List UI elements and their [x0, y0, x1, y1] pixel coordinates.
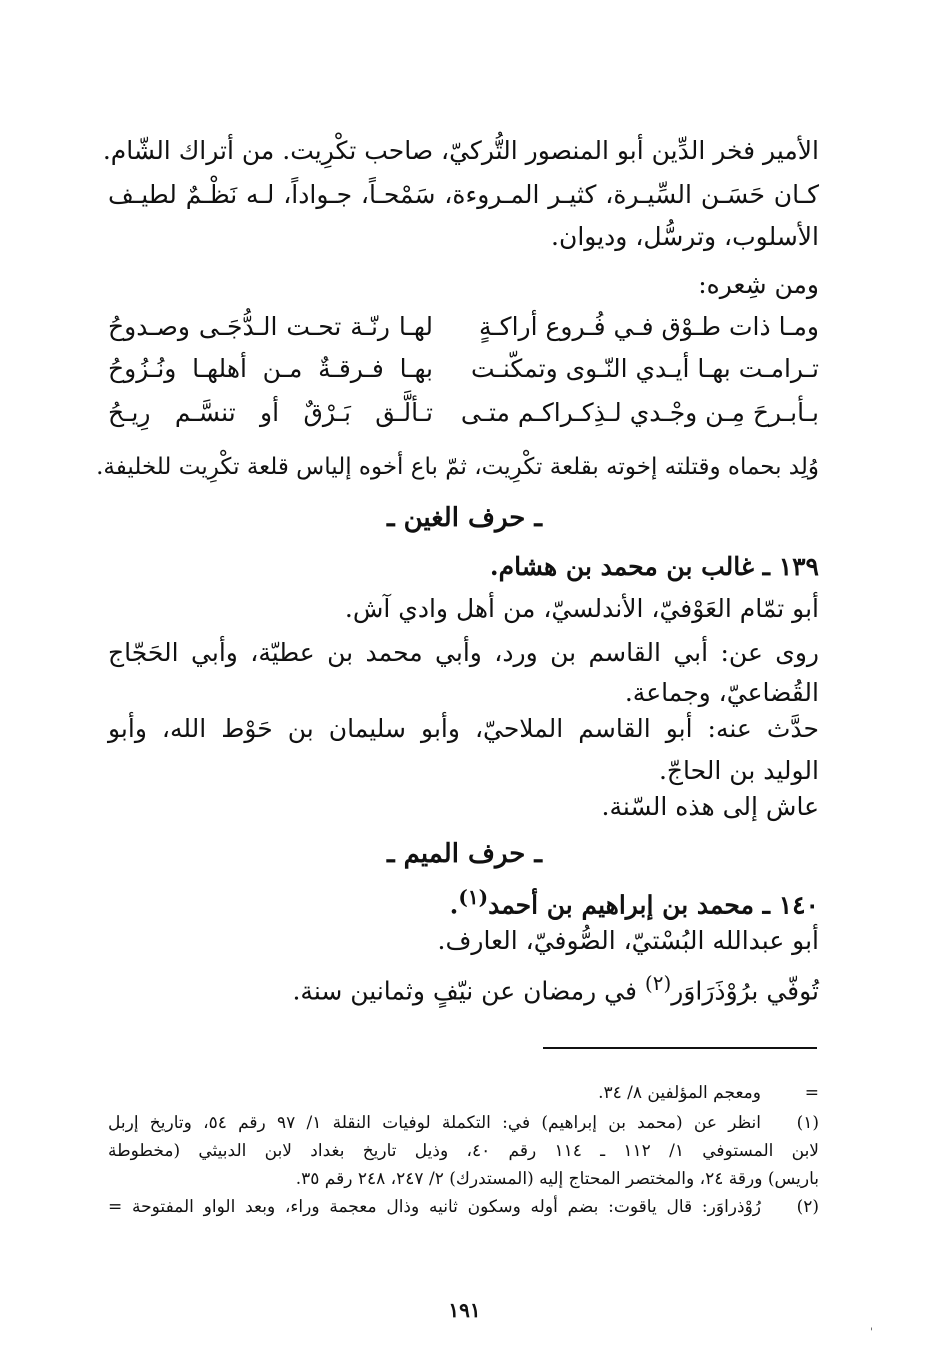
footnote-1-line-1 — [108, 1110, 819, 1137]
text-line-6: أبو تمّام العَوْفيّ، الأندلسيّ، من أهل وادي آش. — [344, 594, 819, 623]
corner-mark: ' — [870, 1327, 873, 1338]
text-line-13-end: في رمضان عن نيّفٍ وثمانين سنة. — [292, 976, 645, 1006]
footnote-2-line-1 — [108, 1194, 819, 1221]
footnote-1-text-3: باريس) ورقة ٢٤، والمختصر المحتاج إليه (المستدرك) ٢/ ٢٤٧، ٢٤٨ رقم ٣٥. — [295, 1169, 819, 1189]
text-line-5: وُلِد بحماه وقتلته إخوته بقلعة تكْرِيت، ثمّ باع أخوه إلياس قلعة تكْرِيت للخليفة. — [96, 454, 819, 480]
text-line-3: الأسلوب، وترسُّل، وديوان. — [551, 222, 819, 251]
footnote-continuation-text: ومعجم المؤلفين ٨/ ٣٤. — [598, 1083, 761, 1103]
footnote-1-text-1: انظر عن (محمد بن إبراهيم) في: التكملة لوفيات النقلة ١/ ٩٧ رقم ٥٤، وتاريخ إربل — [108, 1113, 761, 1133]
verse-1-second-hemistich: لهـا رنّـة تحـت الـدُّجَـى وصـدوحُ — [108, 312, 433, 341]
text-line-11: عاش إلى هذه السّنة. — [601, 792, 819, 821]
poetry-intro: ومن شِعره: — [698, 270, 819, 299]
entry-140-title — [108, 880, 819, 922]
entry-140-name: ١٤٠ ـ محمد بن إبراهيم بن أحمد — [488, 890, 819, 920]
footnote-continuation-mark: = — [804, 1083, 819, 1103]
entry-139-title: ١٣٩ ـ غالب بن محمد بن هشام. — [489, 552, 819, 581]
text-line-8: القُضاعيّ، وجماعة. — [624, 678, 819, 707]
verse-3-second-hemistich: تـألَّـق بَـرْقٌ أو تنسَّـم رِيـحُ — [108, 398, 433, 427]
text-line-13 — [108, 966, 819, 1008]
footnote-ref-2: (٢) — [644, 971, 672, 995]
verse-2-first-hemistich: تـرامـت بهـا أيـدي النّـوى وتمكّنـت — [470, 354, 819, 383]
text-line-2: كـان حَسَـن السِّيـرة، كثيـر المـروءة، سَمْحـاً، جـواداً، لـه نَظْـمٌ لطيـف — [108, 180, 819, 209]
footnote-2-text-1: رُوْذراوَر: قال ياقوت: بضم أوله وسكون ثانيه وذال معجمة وراء، وبعد الواو المفتوحة = — [108, 1197, 761, 1217]
page-number: ١٩١ — [448, 1298, 481, 1322]
verse-1-first-hemistich: ومـا ذات طـوْق فـي فُـروع أراكـةٍ — [478, 312, 819, 341]
text-line-12: أبو عبدالله البُسْتيّ، الصُّوفيّ، العارف. — [437, 926, 819, 955]
footnote-continuation — [108, 1080, 819, 1107]
footnote-1-text-2: لابن المستوفي ١/ ١١٢ ـ ١١٤ رقم ٤٠، وذيل تاريخ بغداد لابن الدبيثي (مخطوطة — [108, 1141, 819, 1161]
text-line-10: الوليد بن الحاجّ. — [658, 756, 819, 785]
footnote-1-line-2 — [108, 1138, 819, 1165]
footnote-1-line-3 — [108, 1166, 819, 1193]
text-line-1: الأمير فخر الدِّين أبو المنصور التُّركيّ، صاحب تكْرِيت. من أتراك الشّام. — [102, 136, 819, 165]
section-heading-ghayn: ـ حرف الغين ـ — [386, 503, 543, 533]
entry-140-end: . — [449, 890, 459, 920]
section-heading-meem: ـ حرف الميم ـ — [386, 839, 543, 869]
footnote-ref-1: (١) — [458, 885, 489, 909]
text-line-9: حدَّث عنه: أبو القاسم الملاحيّ، وأبو سليمان بن حَوْط الله، وأبو — [108, 714, 819, 743]
verse-2-second-hemistich: بهـا فـرقـةٌ مـن أهلهـا ونُـزُوحُ — [108, 354, 433, 383]
text-line-7: روى عن: أبي القاسم بن ورد، وأبي محمد بن عطيّة، وأبي الحَجّاج — [108, 638, 819, 667]
footnote-2-number: (٢) — [796, 1197, 819, 1217]
verse-3-first-hemistich: بـأبـرحَ مِـن وجْـدي لـذِكـراكـم متـى — [460, 398, 819, 427]
footnote-1-number: (١) — [796, 1113, 819, 1133]
text-line-13-start: تُوفّي برُوْذَرَاوَر — [671, 976, 819, 1006]
footnote-separator — [543, 1047, 817, 1049]
